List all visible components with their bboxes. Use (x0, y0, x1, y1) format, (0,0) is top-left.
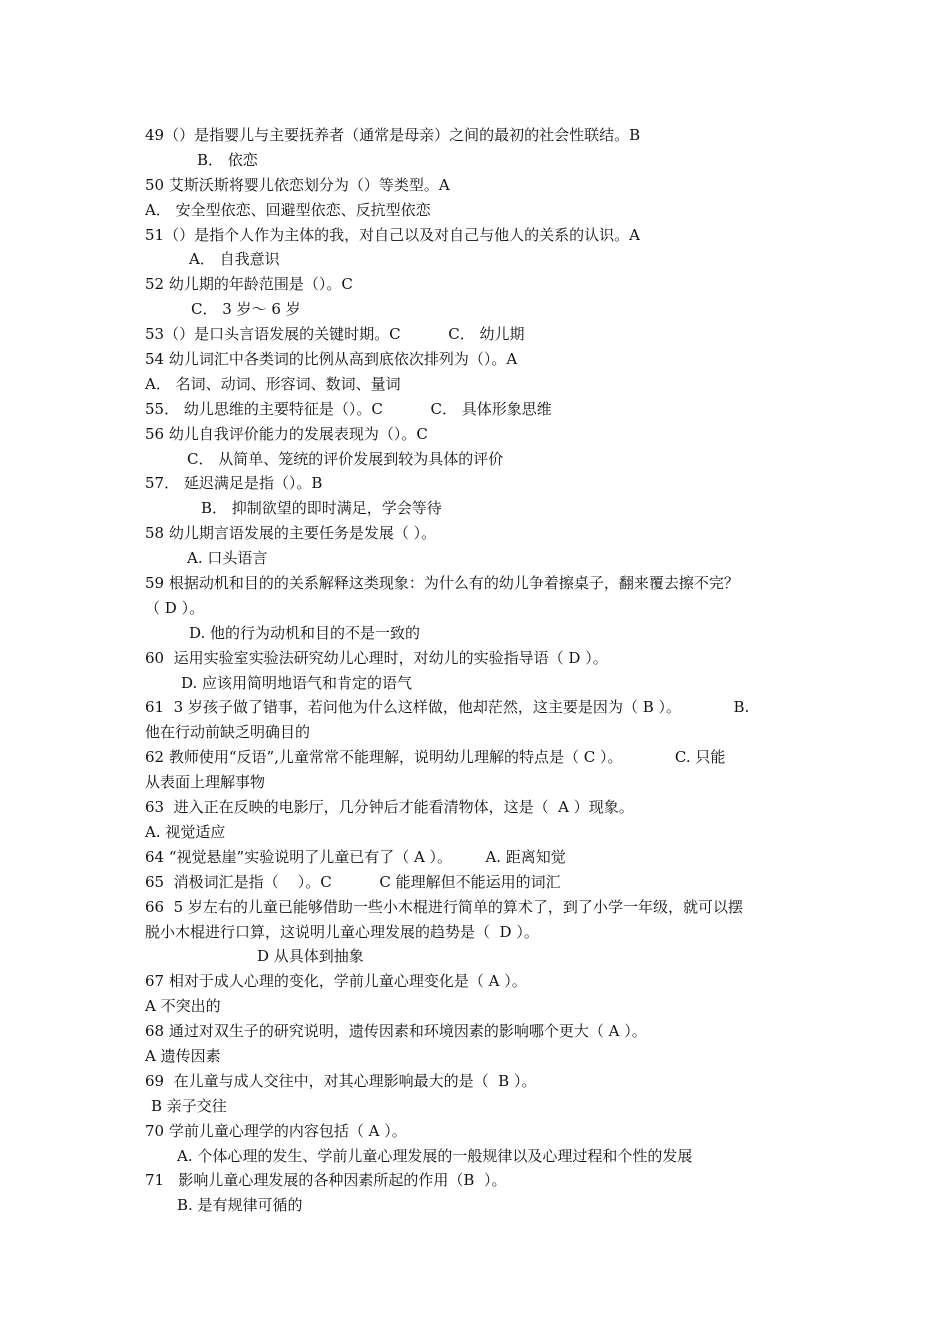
question-54: 54 幼儿词汇中各类词的比例从高到底依次排列为（）。A (145, 350, 518, 369)
answer-54: A． 名词、动词、形容词、数词、量词 (145, 374, 401, 393)
question-66-cont: 脱小木棍进行口算，这说明儿童心理发展的趋势是（ D ）。 (145, 922, 539, 941)
question-67: 67 相对于成人心理的变化，学前儿童心理变化是（ A ）。 (145, 972, 527, 991)
question-66: 66 5 岁左右的儿童已能够借助一些小木棍进行简单的算术了，到了小学一年级，就可以摆 (145, 897, 743, 916)
answer-59: D. 他的行为动机和目的不是一致的 (189, 623, 421, 642)
answer-56: C． 从简单、笼统的评价发展到较为具体的评价 (187, 449, 504, 468)
answer-62: 从表面上理解事物 (145, 773, 266, 792)
question-60: 60 运用实验室实验法研究幼儿心理时，对幼儿的实验指导语（ D ）。 (145, 648, 608, 667)
question-65: 65 消极词汇是指（ ）。C C 能理解但不能运用的词汇 (145, 872, 561, 891)
question-68: 68 通过对双生子的研究说明，遗传因素和环境因素的影响哪个更大（ A ）。 (145, 1022, 647, 1041)
answer-52: C． 3 岁～ 6 岁 (191, 300, 301, 319)
answer-60: D. 应该用简明地语气和肯定的语气 (181, 673, 413, 692)
question-57: 57． 延迟满足是指（）。B (145, 474, 323, 493)
question-58: 58 幼儿期言语发展的主要任务是发展（ ）。 (145, 524, 437, 543)
answer-50: A． 安全型依恋、回避型依恋、反抗型依恋 (145, 200, 431, 219)
question-56: 56 幼儿自我评价能力的发展表现为（）。C (145, 424, 428, 443)
question-51: 51（）是指个人作为主体的我，对自己以及对自己与他人的关系的认识。A (145, 225, 640, 244)
question-59: 59 根据动机和目的的关系解释这类现象：为什么有的幼儿争着擦桌子，翻来覆去擦不完？ (145, 574, 739, 593)
question-50: 50 艾斯沃斯将婴儿依恋划分为（）等类型。A (145, 175, 450, 194)
question-53: 53（）是口头言语发展的关键时期。C C． 幼儿期 (145, 325, 525, 344)
answer-57: B． 抑制欲望的即时满足，学会等待 (201, 499, 442, 518)
answer-58: A. 口头语言 (187, 549, 268, 568)
answer-66: D 从具体到抽象 (257, 947, 364, 966)
question-64: 64 “视觉悬崖”实验说明了儿童已有了（ A ）。 A. 距离知觉 (145, 847, 566, 866)
question-52: 52 幼儿期的年龄范围是（）。C (145, 275, 353, 294)
answer-68: A 遗传因素 (145, 1046, 221, 1065)
answer-67: A 不突出的 (145, 997, 221, 1016)
question-71: 71 影响儿童心理发展的各种因素所起的作用（B ）。 (145, 1171, 507, 1190)
question-59-cont: （ D ）。 (145, 598, 205, 617)
answer-49: B． 依恋 (197, 150, 258, 169)
answer-61: 他在行动前缺乏明确目的 (145, 723, 311, 742)
answer-71: B. 是有规律可循的 (177, 1196, 303, 1215)
question-62: 62 教师使用“反语”,儿童常常不能理解，说明幼儿理解的特点是（ C ）。 C. 只能 (145, 748, 726, 767)
question-61: 61 3 岁孩子做了错事，若问他为什么这样做，他却茫然，这主要是因为（ B ）。 B. (145, 698, 750, 717)
answer-63: A. 视觉适应 (145, 822, 226, 841)
answer-51: A． 自我意识 (189, 250, 280, 269)
question-55: 55． 幼儿思维的主要特征是（）。C C． 具体形象思维 (145, 399, 552, 418)
question-70: 70 学前儿童心理学的内容包括（ A ）。 (145, 1121, 407, 1140)
answer-69: B 亲子交往 (151, 1096, 227, 1115)
question-69: 69 在儿童与成人交往中，对其心理影响最大的是（ B ）。 (145, 1071, 537, 1090)
answer-70: A. 个体心理的发生、学前儿童心理发展的一般规律以及心理过程和个性的发展 (177, 1146, 693, 1165)
question-63: 63 进入正在反映的电影厅，几分钟后才能看清物体，这是（ A ）现象。 (145, 798, 634, 817)
question-49: 49（）是指婴儿与主要抚养者（通常是母亲）之间的最初的社会性联结。B (145, 126, 641, 144)
document-body (145, 123, 810, 1218)
